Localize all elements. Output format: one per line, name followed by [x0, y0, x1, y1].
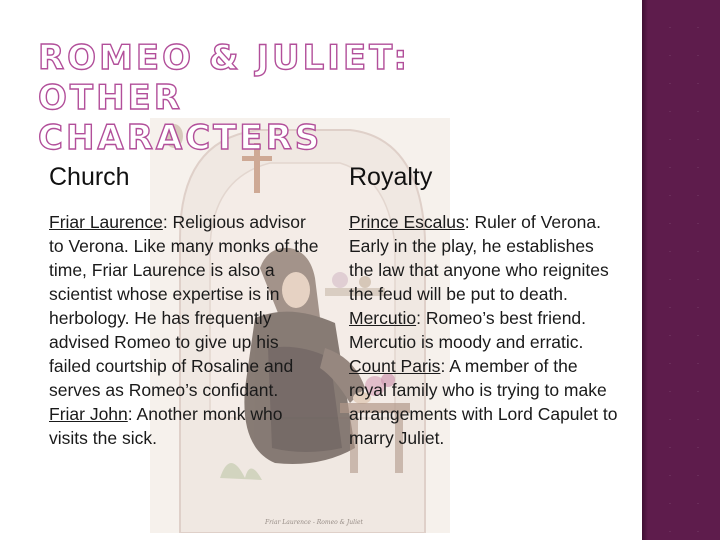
royalty-entry-mercutio — [349, 306, 619, 354]
character-colon: : — [440, 356, 446, 376]
royalty-heading: Royalty — [349, 163, 433, 191]
character-name-friar-john: Friar John — [49, 404, 128, 424]
character-description: Ruler of Verona. Early in the play, he establishes the law that anyone who reignites the feud will be put to death. — [349, 212, 609, 304]
slide-title-line-1: ROMEO & JULIET: — [38, 38, 411, 78]
illustration-caption: Friar Laurence - Romeo & Juliet — [265, 519, 363, 526]
character-name-friar-laurence: Friar Laurence — [49, 212, 163, 232]
church-column — [49, 160, 319, 450]
character-name-mercutio: Mercutio — [349, 308, 417, 328]
church-heading: Church — [49, 163, 130, 191]
character-name-prince-escalus: Prince Escalus — [349, 212, 465, 232]
character-colon: : — [416, 308, 421, 328]
character-description: Romeo’s best friend. Mercutio is moody and erratic. — [349, 308, 587, 352]
church-entry-friar-laurence — [49, 210, 319, 402]
slide-title — [38, 38, 438, 158]
character-colon: : — [127, 404, 133, 424]
slide-title-line-2: OTHER CHARACTERS — [38, 78, 323, 158]
royalty-entry-prince-escalus — [349, 210, 619, 306]
character-description: A member of the royal family who is trying to make arrangements with Lord Capulet to marry Juliet. — [349, 356, 618, 448]
church-text — [49, 210, 319, 450]
side-decorative-panel — [642, 0, 720, 540]
character-colon: : — [464, 212, 470, 232]
character-description: Another monk who visits the sick. — [49, 404, 283, 448]
royalty-column — [349, 160, 619, 450]
royalty-entry-count-paris — [349, 354, 619, 450]
character-name-count-paris: Count Paris — [349, 356, 441, 376]
character-colon: : — [162, 212, 168, 232]
church-entry-friar-john — [49, 402, 319, 450]
character-description: Religious advisor to Verona. Like many monks of the time, Friar Laurence is also a scientist whose expertise is in herbology. He has frequently advised Romeo to give up his failed courtship of Rosaline and serves as Romeo’s confidant. — [49, 212, 319, 400]
royalty-text — [349, 210, 619, 450]
